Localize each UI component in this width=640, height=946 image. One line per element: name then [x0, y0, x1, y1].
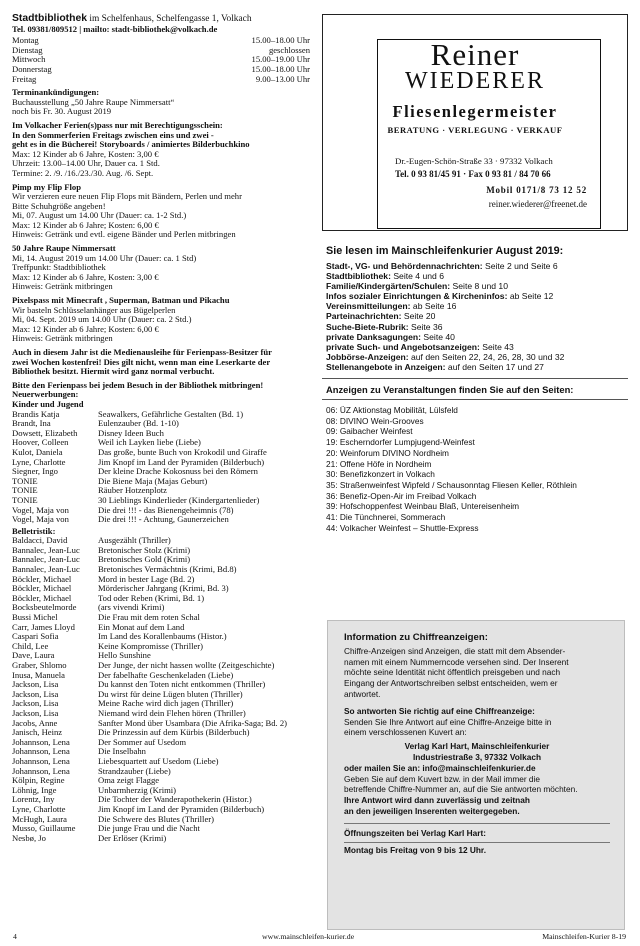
rubric-item	[326, 261, 628, 271]
chiffre-address	[344, 741, 610, 763]
book-author: Nesbø, Jo	[12, 833, 46, 843]
book-author: Brandt, Ina	[12, 419, 51, 429]
book-row	[12, 786, 315, 796]
hours-time: 9.00–13.00 Uhr	[255, 73, 310, 84]
event-item: 09: Gaibacher Weinfest	[326, 426, 413, 437]
belletristik-book-list	[12, 536, 315, 843]
rubric-pages: Seite 8 und 10	[450, 281, 508, 292]
text-line: Buchausstellung „50 Jahre Raupe Nimmersatt“	[12, 96, 175, 107]
text-line: Bitte Schuhgröße angeben!	[12, 200, 106, 211]
rubric-name: Familie/Kindergärten/Schulen:	[326, 281, 451, 292]
book-row	[12, 680, 315, 690]
book-row	[12, 613, 315, 623]
text-line: Auch in diesem Jahr ist die Medienausleihe für Ferienpass-Besitzer für	[12, 347, 272, 357]
book-author: TONIE	[12, 495, 38, 505]
rubric-item	[326, 291, 628, 301]
hours-day: Donnerstag	[12, 63, 52, 74]
text-line: Uhrzeit: 13.00–14.00 Uhr, Dauer ca. 1 Std.	[12, 158, 160, 169]
text-line: Geben Sie auf dem Kuvert bzw. in der Mail immer die	[344, 773, 540, 784]
text-line: Max: 12 Kinder ab 6 Jahre; Kosten: 6,00 €	[12, 323, 159, 334]
book-author: Child, Lee	[12, 641, 49, 651]
rubric-name: Stellenangebote in Anzeigen:	[326, 361, 446, 372]
book-row	[12, 486, 315, 496]
event-item: 41: Die Tünchnerei, Sommerach	[326, 512, 446, 523]
book-author: TONIE	[12, 476, 38, 486]
flipflop-title: Pimp my Flip Flop	[12, 181, 81, 192]
book-title: Weil ich Layken liebe (Liebe)	[98, 438, 201, 448]
book-title: Keine Kompromisse (Thriller)	[98, 641, 204, 651]
book-author: Vogel, Maja von	[12, 515, 69, 525]
text-line: In den Sommerferien Freitags zwischen eins und zwei -	[12, 129, 214, 140]
book-row	[12, 555, 315, 565]
text-line: Mi, 14. August 2019 um 14.00 Uhr (Dauer: ca. 1 Std)	[12, 252, 197, 263]
kinder-book-list	[12, 410, 315, 525]
opening-hours	[12, 36, 315, 84]
rubric-name: Vereinsmitteilungen:	[326, 301, 411, 312]
book-author: Bannalec, Jean-Luc	[12, 555, 80, 565]
rubric-name: Infos sozialer Einrichtungen & Kircheninfos:	[326, 291, 508, 302]
book-author: Janisch, Heinz	[12, 728, 63, 738]
book-author: Lyne, Charlotte	[12, 804, 66, 814]
text-line: betreffende Chiffre-Nummer an, auf die Sie antworten möchten.	[344, 784, 578, 795]
chiffre-hours: Montag bis Freitag von 9 bis 12 Uhr.	[344, 844, 486, 855]
events-title: Anzeigen zu Veranstaltungen finden Sie auf den Seiten:	[326, 384, 574, 396]
ad-mobile: Mobil 0171/8 73 12 52	[486, 185, 587, 195]
book-row	[12, 738, 315, 748]
text-line: an den jeweiligen Inserenten weitergegeben.	[344, 805, 520, 816]
book-title: Die Prinzessin auf dem Kürbis (Bilderbuch)	[98, 728, 250, 738]
book-title: Die Schwere des Blutes (Thriller)	[98, 814, 214, 824]
text-line: noch bis Fr. 30. August 2019	[12, 106, 112, 117]
book-author: TONIE	[12, 486, 38, 496]
text-line: Industriestraße 3, 97332 Volkach	[412, 751, 542, 762]
chiffre-intro	[344, 646, 610, 700]
hours-day: Dienstag	[12, 44, 43, 55]
text-line: Mi, 04. Sept. 2019 um 14.00 Uhr (Dauer: ca. 2 Std.)	[12, 314, 192, 325]
book-title: Jim Knopf im Land der Pyramiden (Bilderbuch)	[98, 457, 265, 467]
text-line: geht es in die Bücherei! Storyboards / animiertes Bilderbuchkino	[12, 139, 250, 150]
book-row	[12, 467, 315, 477]
event-item: 08: DIVINO Wein-Grooves	[326, 415, 424, 426]
rubric-pages: Seite 20	[401, 311, 436, 322]
hours-row	[12, 75, 315, 85]
hours-day: Mittwoch	[12, 54, 46, 65]
text-line: antwortet.	[344, 688, 381, 699]
text-line: Im Volkacher Ferien(s)pass nur mit Berechtigungsschein:	[12, 119, 223, 130]
ad-email: reiner.wiederer@freenet.de	[488, 199, 587, 209]
rubric-item	[326, 362, 628, 372]
text-line: Mi, 07. August um 14.00 Uhr (Dauer: ca. 1-2 Std.)	[12, 210, 187, 221]
book-row	[12, 824, 315, 834]
book-row	[12, 690, 315, 700]
book-title: Mord in bester Lage (Bd. 2)	[98, 574, 195, 584]
book-author: Caspari Sofia	[12, 632, 59, 642]
book-title: Unbarmherzig (Krimi)	[98, 785, 177, 795]
book-author: Baldacci, David	[12, 536, 68, 546]
rubric-item	[326, 322, 628, 332]
book-title: Die drei !!! - das Bienengeheimnis (78)	[98, 505, 234, 515]
book-author: Bussi Michel	[12, 613, 58, 623]
book-author: Graber, Shlomo	[12, 661, 67, 670]
library-header	[12, 14, 315, 25]
rubric-item	[326, 281, 628, 291]
text-line: Hinweis: Getränk mitbringen	[12, 333, 113, 344]
hours-time: 15.00–18.00 Uhr	[251, 35, 310, 46]
rubric-item	[326, 301, 628, 311]
book-author: Jackson, Lisa	[12, 680, 59, 690]
text-line: Hinweis: Getränk mitbringen	[12, 281, 113, 292]
ad-phone: Tel. 0 93 81/45 91 · Fax 0 93 81 / 84 70 66	[395, 169, 551, 179]
new-acquisitions-title: Neuerwerbungen:	[12, 389, 79, 400]
book-author: Lyne, Charlotte	[12, 457, 66, 467]
event-item: 30: Benefizkonzert in Volkach	[326, 469, 435, 480]
book-author: Jackson, Lisa	[12, 689, 59, 699]
book-author: Kölpin, Regine	[12, 776, 65, 786]
rubric-pages: ab Seite 16	[410, 301, 457, 312]
book-author: Johannson, Lena	[12, 737, 70, 747]
book-title: Ausgezählt (Thriller)	[98, 536, 171, 546]
hours-time: 15.00–19.00 Uhr	[251, 54, 310, 65]
text-line: Bibliothek besitzt. Hiermit wird ganz normal verbucht.	[12, 366, 215, 377]
book-author: Brandis Katja	[12, 409, 60, 419]
book-row	[12, 728, 315, 738]
book-row	[12, 458, 315, 468]
book-title: Die Inselbahn	[98, 747, 146, 757]
book-title: Du wirst für deine Lügen bluten (Thriller)	[98, 689, 243, 699]
book-title: Der Erlöser (Krimi)	[98, 833, 167, 843]
event-item: 20: Weinforum DIVINO Nordheim	[326, 447, 449, 458]
book-author: Inusa, Manuela	[12, 670, 65, 680]
rubric-pages: Seite 2 und Seite 6	[482, 261, 558, 271]
text-line: Verlag Karl Hart, Mainschleifenkurier	[404, 741, 550, 752]
book-author: Bannalec, Jean-Luc	[12, 545, 80, 555]
contents-title: Sie lesen im Mainschleifenkurier August 2019:	[326, 245, 564, 257]
book-title: Meine Rache wird dich jagen (Thriller)	[98, 699, 234, 709]
event-item: 06: ÜZ Aktionstag Mobilität, Lülsfeld	[326, 405, 458, 416]
book-title: Bretonisches Vermächtnis (Krimi, Bd.8)	[98, 565, 237, 575]
book-author: Johannson, Lena	[12, 756, 70, 766]
book-title: (ars vivendi Krimi)	[98, 603, 165, 613]
rubric-pages: Seite 4 und 6	[390, 271, 444, 282]
book-author: Hoover, Colleen	[12, 438, 69, 448]
book-author: Löhnig, Inge	[12, 785, 57, 795]
book-title: 30 Lieblings Kinderlieder (Kindergartenlieder)	[98, 495, 260, 505]
book-row	[12, 661, 315, 671]
book-row	[12, 757, 315, 767]
hours-day: Montag	[12, 35, 39, 46]
book-author: Bocksbeutelmorde	[12, 603, 77, 613]
book-author: Siegner, Ingo	[12, 467, 58, 477]
issue-contents	[322, 245, 628, 533]
text-line: zwei Wochen kostenfrei! Dies gilt nicht, wenn man eine Leserkarte der	[12, 356, 271, 367]
footer-issue: Mainschleifen-Kurier 8-19	[542, 932, 626, 941]
chiffre-forward-note	[344, 795, 610, 817]
book-title: Disney Ideen Buch	[98, 428, 164, 438]
flipflop-details	[12, 192, 315, 240]
text-line: Wir basteln Schlüsselanhänger aus Bügelperlen	[12, 304, 176, 315]
book-title: Im Land des Korallenbaums (Histor.)	[98, 632, 227, 642]
rubric-name: Stadt-, VG- und Behördennachrichten:	[326, 261, 483, 271]
bring-pass-note: Bitte den Ferienpass bei jedem Besuch in der Bibliothek mitbringen!	[12, 379, 264, 390]
book-title: Strandzauber (Liebe)	[98, 766, 171, 776]
book-author: Bannalec, Jean-Luc	[12, 565, 80, 575]
text-line: Eingang der Antwortschreiben selbst entscheiden, wem er	[344, 678, 558, 689]
book-author: Jackson, Lisa	[12, 699, 59, 709]
belletristik-title: Belletristik:	[12, 525, 56, 536]
book-row	[12, 419, 315, 429]
book-row	[12, 565, 315, 575]
book-author: Lorentz, Iny	[12, 795, 55, 805]
book-row	[12, 575, 315, 585]
footer-url: www.mainschleifen-kurier.de	[262, 932, 355, 941]
chiffre-title: Information zu Chiffreanzeigen:	[344, 632, 488, 643]
book-title: Der kleine Drache Kokosnuss bei den Römern	[98, 467, 258, 477]
book-row	[12, 410, 315, 420]
raupe-title: 50 Jahre Raupe Nimmersatt	[12, 243, 116, 254]
book-author: Johannson, Lena	[12, 766, 70, 776]
book-row	[12, 429, 315, 439]
kinder-title: Kinder und Jugend	[12, 398, 84, 409]
book-row	[12, 805, 315, 815]
text-line: einem verschlossenen Kuvert an:	[344, 727, 467, 738]
text-line: Treffpunkt: Stadtbibliothek	[12, 262, 106, 273]
rubric-item	[326, 342, 628, 352]
book-row	[12, 438, 315, 448]
rubric-pages: auf den Seiten 17 und 27	[445, 361, 544, 372]
book-row	[12, 584, 315, 594]
library-name: Stadtbibliothek	[12, 13, 88, 24]
book-title: Die Biene Maja (Majas Geburt)	[98, 476, 208, 486]
book-title: Eulenzauber (Bd. 1-10)	[98, 419, 179, 429]
book-title: Jim Knopf im Land der Pyramiden (Bilderbuch)	[98, 804, 265, 814]
book-row	[12, 546, 315, 556]
library-address: im Schelfenhaus, Schelfengasse 1, Volkach	[89, 14, 252, 24]
events-list	[326, 405, 628, 533]
book-title: Seawalkers, Gefährliche Gestalten (Bd. 1)	[98, 409, 244, 419]
rubric-pages: Seite 40	[421, 331, 455, 342]
rubric-item	[326, 311, 628, 321]
book-row	[12, 632, 315, 642]
hours-day: Freitag	[12, 73, 37, 84]
rubric-name: Jobbörse-Anzeigen:	[326, 351, 409, 362]
book-row	[12, 496, 315, 506]
event-item: 19: Escherndorfer Lumpjugend-Weinfest	[326, 437, 475, 448]
book-row	[12, 709, 315, 719]
book-title: Niemand wird dein Flehen hören (Thriller)	[98, 708, 246, 718]
book-title: Du kannst den Toten nicht entkommen (Thriller)	[98, 680, 266, 690]
ad-name-wiederer: WIEDERER	[405, 68, 545, 94]
book-title: Mörderischer Jahrgang (Krimi, Bd. 3)	[98, 584, 229, 594]
book-author: Kulot, Daniela	[12, 447, 63, 457]
book-title: Bretonischer Stolz (Krimi)	[98, 545, 191, 555]
pixel-title: Pixelspass mit Minecraft , Superman, Batman und Pikachu	[12, 295, 230, 306]
book-author: Musso, Guillaume	[12, 824, 76, 834]
book-title: Oma zeigt Flagge	[98, 776, 160, 786]
book-row	[12, 719, 315, 729]
book-title: Sanfter Mond über Usambara (Die Afrika-Saga; Bd. 2)	[98, 718, 288, 728]
chiffre-info-box	[327, 620, 625, 930]
pixel-details	[12, 306, 315, 344]
chiffre-instructions	[344, 774, 610, 796]
ad-tagline: BERATUNG · VERLEGUNG · VERKAUF	[387, 125, 563, 135]
ad-address: Dr.-Eugen-Schön-Straße 33 · 97332 Volkach	[395, 156, 553, 166]
text-line: möchte seine Identität nicht öffentlich preisgeben und nach	[344, 667, 561, 678]
rubric-name: private Danksagungen:	[326, 331, 422, 342]
library-column	[12, 14, 315, 843]
book-author: Böckler, Michael	[12, 584, 72, 594]
chiffre-hours-title: Öffnungszeiten bei Verlag Karl Hart:	[344, 827, 486, 838]
book-row	[12, 651, 315, 661]
library-contact: Tel. 09381/809512 | mailto: stadt-bibliothek@volkach.de	[12, 23, 218, 34]
book-row	[12, 536, 315, 546]
book-title: Tod oder Reben (Krimi, Bd. 1)	[98, 593, 205, 603]
raupe-details	[12, 254, 315, 292]
rubric-pages: Seite 43	[479, 341, 514, 352]
book-row	[12, 699, 315, 709]
hours-time: geschlossen	[268, 44, 310, 55]
text-line: Termine: 2. /9. /16./23./30. Aug. /6. Sept.	[12, 167, 154, 178]
ad-name-reiner: Reiner	[430, 37, 520, 72]
book-row	[12, 776, 315, 786]
book-row	[12, 594, 315, 604]
book-author: McHugh, Laura	[12, 814, 67, 824]
book-title: Ein Monat auf dem Land	[98, 622, 185, 632]
text-line: Max: 12 Kinder ab 6 Jahre, Kosten: 3,00 €	[12, 271, 159, 282]
book-title: Die Frau mit dem roten Schal	[98, 613, 200, 623]
rubric-item	[326, 332, 628, 342]
event-item: 21: Offene Höfe in Nordheim	[326, 458, 432, 469]
book-row	[12, 815, 315, 825]
book-author: Carr, James Lloyd	[12, 622, 75, 632]
text-line: Senden Sie Ihre Antwort auf eine Chiffre-Anzeige bitte in	[344, 716, 552, 727]
book-row	[12, 506, 315, 516]
book-title: Die drei !!! - Achtung, Gaunerzeichen	[98, 515, 229, 525]
page-number: 4	[13, 932, 17, 941]
book-title: Die junge Frau und die Nacht	[98, 824, 200, 834]
book-title: Der fabelhafte Geschenkeladen (Liebe)	[98, 670, 234, 680]
book-row	[12, 477, 315, 487]
book-title: Hello Sunshine	[98, 651, 151, 661]
book-row	[12, 795, 315, 805]
book-title: Der Sommer auf Usedom	[98, 737, 187, 747]
rubric-name: Stadtbibliothek:	[326, 271, 391, 282]
book-row	[12, 642, 315, 652]
book-row	[12, 671, 315, 681]
ferienpass-heading	[12, 121, 315, 150]
event-item: 39: Hofschoppenfest Weinbau Blaß, Untereisenheim	[326, 501, 520, 512]
book-row	[12, 448, 315, 458]
event-item: 44: Volkacher Weinfest – Shuttle-Express	[326, 522, 479, 533]
book-author: Jacobs, Anne	[12, 718, 58, 728]
book-row	[12, 515, 315, 525]
rubric-pages: Seite 36	[408, 321, 443, 332]
book-title: Räuber Hotzenplotz	[98, 486, 167, 496]
rubric-pages: auf den Seiten 22, 24, 26, 28, 30 und 32	[408, 351, 565, 362]
event-item: 35: Straßenweinfest Wipfeld / Schausonntag Fliesen Keller, Röthlein	[326, 479, 577, 490]
text-line: Hinweis: Getränk und evtl. eigene Bänder und Perlen mitbringen	[12, 229, 236, 240]
book-author: Dave, Laura	[12, 651, 55, 661]
ferienpass-details	[12, 150, 315, 179]
text-line: Wir verzieren eure neuen Flip Flops mit Bändern, Perlen und mehr	[12, 191, 242, 202]
event-item: 36: Benefiz-Open-Air im Freibad Volkach	[326, 490, 477, 501]
divider	[322, 378, 628, 379]
rubric-pages: ab Seite 12	[507, 291, 554, 302]
book-title: Der Junge, der nicht hassen wollte (Zeitgeschichte)	[98, 661, 275, 670]
book-author: Johannson, Lena	[12, 747, 70, 757]
rubric-name: Parteinachrichten:	[326, 311, 402, 322]
text-line: Max: 12 Kinder ab 6 Jahre; Kosten: 6,00 €	[12, 219, 159, 230]
book-title: Die Tochter der Wanderapothekerin (Histor.)	[98, 795, 252, 805]
book-author: Dowsett, Elizabeth	[12, 428, 78, 438]
chiffre-how-lines	[344, 717, 610, 739]
hours-time: 15.00–18.00 Uhr	[251, 63, 310, 74]
ad-profession: Fliesenlegermeister	[392, 102, 558, 121]
book-row	[12, 767, 315, 777]
book-title: Bretonisches Gold (Krimi)	[98, 555, 191, 565]
rubric-name: Suche-Biete-Rubrik:	[326, 321, 409, 332]
text-line: Chiffre-Anzeigen sind Anzeigen, die statt mit dem Absender-	[344, 645, 566, 656]
divider	[322, 399, 628, 400]
book-row	[12, 747, 315, 757]
rubric-item	[326, 352, 628, 362]
book-author: Jackson, Lisa	[12, 708, 59, 718]
rubric-item	[326, 271, 628, 281]
rubric-list	[326, 261, 628, 372]
text-line: namen mit einem Nummerncode versehen sind. Der Inserent	[344, 656, 569, 667]
termine-lines	[12, 98, 315, 117]
rubric-name: private Such- und Angebotsanzeigen:	[326, 341, 480, 352]
book-author: Böckler, Michael	[12, 574, 72, 584]
termine-title: Terminankündigungen:	[12, 87, 100, 98]
book-row	[12, 603, 315, 613]
chiffre-how-title: So antworten Sie richtig auf eine Chiffreanzeige:	[344, 705, 535, 716]
advertisement-wiederer	[322, 14, 628, 231]
free-loan-notice	[12, 348, 315, 377]
book-row	[12, 623, 315, 633]
text-line: Max: 12 Kinder ab 6 Jahre, Kosten: 3,00 €	[12, 148, 159, 159]
book-title: Liebesquartett auf Usedom (Liebe)	[98, 756, 219, 766]
book-author: Böckler, Michael	[12, 593, 72, 603]
book-title: Das große, bunte Buch von Krokodil und Giraffe	[98, 447, 267, 457]
text-line: Ihre Antwort wird dann zuverlässig und zeitnah	[344, 795, 530, 806]
book-row	[12, 834, 315, 844]
chiffre-email: oder mailen Sie an: info@mainschleifenkurier.de	[344, 762, 536, 773]
book-author: Vogel, Maja von	[12, 505, 69, 515]
